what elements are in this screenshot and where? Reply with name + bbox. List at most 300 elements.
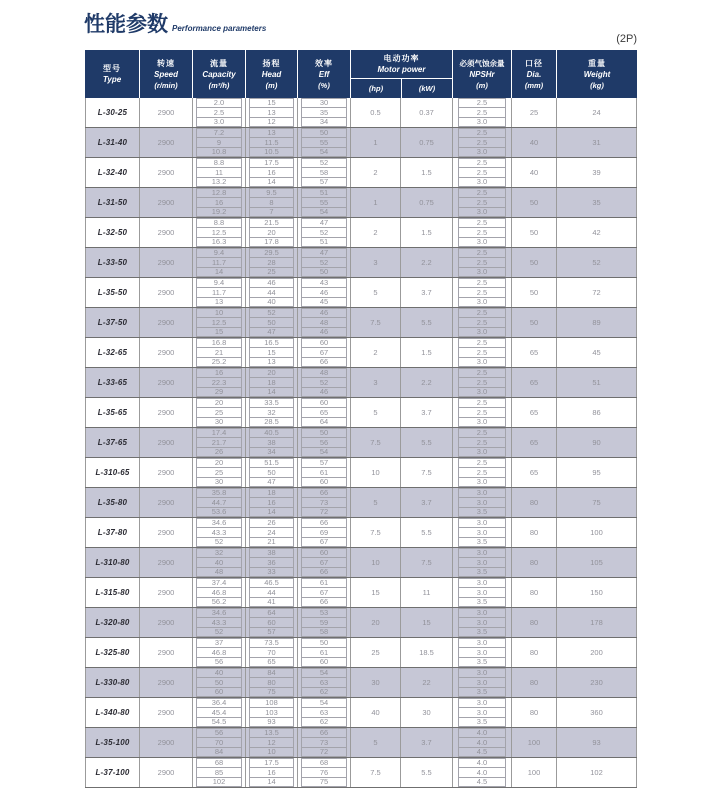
speed-value: 2900	[157, 228, 175, 237]
sub-value: 22.3	[196, 377, 242, 387]
head-values	[246, 188, 298, 217]
sub-value: 40	[249, 297, 294, 307]
sub-value: 54	[301, 447, 347, 457]
sub-value: 43.3	[196, 617, 242, 627]
hp-value: 2	[373, 168, 378, 177]
sub-value: 67	[301, 557, 347, 567]
sub-value: 30	[196, 477, 242, 487]
sub-value: 60	[301, 338, 347, 348]
sub-value: 8.8	[196, 158, 242, 168]
eff-values	[298, 608, 351, 637]
dia-value: 100	[527, 768, 541, 777]
speed-value: 2900	[157, 618, 175, 627]
speed-value: 2900	[157, 678, 175, 687]
sub-value: 15	[249, 347, 294, 357]
model-name: L-32-50	[97, 228, 128, 237]
sub-value: 72	[301, 507, 347, 517]
weight-value: 51	[592, 378, 601, 387]
hp-value: 5	[373, 288, 378, 297]
dia-value: 50	[529, 258, 539, 267]
capacity-values	[193, 338, 246, 367]
sub-value: 4.0	[458, 758, 506, 768]
dia-value: 65	[529, 348, 539, 357]
model-name: L-31-50	[97, 198, 128, 207]
head-values	[246, 608, 298, 637]
hp-value: 2	[373, 348, 378, 357]
performance-table	[85, 50, 637, 788]
kw-value: 22	[422, 678, 431, 687]
sub-value: 2.5	[458, 368, 506, 378]
sub-value: 11.5	[249, 137, 294, 147]
speed-value: 2900	[157, 318, 175, 327]
eff-values	[298, 218, 351, 247]
table-header	[85, 50, 637, 98]
dia-value: 100	[527, 738, 541, 747]
sub-value: 46.5	[249, 578, 294, 588]
sub-value: 4.0	[458, 767, 506, 777]
sub-value: 2.5	[458, 248, 506, 258]
npshr-values	[453, 158, 512, 187]
sub-value: 3.0	[458, 608, 506, 618]
model-name: L-37-65	[97, 438, 128, 447]
npshr-values	[453, 608, 512, 637]
sub-value: 3.0	[458, 497, 506, 507]
sub-value: 3.0	[458, 557, 506, 567]
sub-value: 3.0	[458, 488, 506, 498]
head-values	[246, 758, 298, 787]
header-npshr: 必须气蚀余量 NPSHr (m)	[453, 50, 512, 98]
hp-value: 7.5	[370, 318, 381, 327]
kw-value: 1.5	[421, 228, 432, 237]
capacity-values	[193, 98, 246, 127]
npshr-values	[453, 338, 512, 367]
model-name: L-31-40	[97, 138, 128, 147]
npshr-values	[453, 428, 512, 457]
sub-value: 2.5	[458, 308, 506, 318]
model-name: L-35-50	[97, 288, 128, 297]
sub-value: 12.8	[196, 188, 242, 198]
model-name: L-315-80	[95, 588, 130, 597]
hp-value: 40	[371, 708, 380, 717]
speed-value: 2900	[157, 198, 175, 207]
dia-value: 65	[529, 438, 539, 447]
sub-value: 3.0	[458, 677, 506, 687]
sub-value: 60	[301, 657, 347, 667]
eff-values	[298, 308, 351, 337]
header-speed: 转速 Speed (r/min)	[140, 50, 193, 98]
sub-value: 53.6	[196, 507, 242, 517]
kw-value: 3.7	[421, 738, 432, 747]
sub-value: 3.0	[458, 447, 506, 457]
sub-value: 2.5	[458, 137, 506, 147]
weight-value: 86	[592, 408, 601, 417]
header-dia: 口径 Dia. (mm)	[512, 50, 557, 98]
sub-value: 12.5	[196, 227, 242, 237]
table-row	[85, 278, 637, 308]
sub-value: 54	[301, 147, 347, 157]
sub-value: 37	[196, 638, 242, 648]
table-row	[85, 728, 637, 758]
hp-value: 5	[373, 408, 378, 417]
sub-value: 44.7	[196, 497, 242, 507]
sub-value: 57	[301, 177, 347, 187]
sub-value: 3.0	[458, 518, 506, 528]
sub-value: 25	[196, 467, 242, 477]
sub-value: 40.5	[249, 428, 294, 438]
capacity-values	[193, 698, 246, 727]
capacity-values	[193, 728, 246, 757]
sub-value: 21.7	[196, 437, 242, 447]
sub-value: 10.8	[196, 147, 242, 157]
sub-value: 3.0	[458, 177, 506, 187]
sub-value: 36.4	[196, 698, 242, 708]
weight-value: 24	[592, 108, 601, 117]
sub-value: 2.5	[458, 218, 506, 228]
hp-value: 0.5	[370, 108, 381, 117]
speed-value: 2900	[157, 378, 175, 387]
speed-value: 2900	[157, 498, 175, 507]
weight-value: 93	[592, 738, 601, 747]
sub-value: 3.0	[458, 417, 506, 427]
weight-value: 72	[592, 288, 601, 297]
table-row	[85, 128, 637, 158]
sub-value: 2.5	[458, 167, 506, 177]
capacity-values	[193, 458, 246, 487]
sub-value: 3.5	[458, 657, 506, 667]
sub-value: 34	[249, 447, 294, 457]
eff-values	[298, 518, 351, 547]
npshr-values	[453, 128, 512, 157]
npshr-values	[453, 218, 512, 247]
header-weight: 重量 Weight (kg)	[583, 58, 611, 90]
sub-value: 28	[249, 257, 294, 267]
sub-value: 16.3	[196, 237, 242, 247]
sub-value: 58	[301, 167, 347, 177]
sub-value: 32	[249, 407, 294, 417]
capacity-values	[193, 548, 246, 577]
sub-value: 14	[249, 507, 294, 517]
weight-value: 150	[590, 588, 603, 597]
dia-value: 25	[529, 108, 539, 117]
model-name: L-35-65	[97, 408, 128, 417]
sub-value: 46	[249, 278, 294, 288]
sub-value: 46	[301, 327, 347, 337]
sub-value: 84	[196, 747, 242, 757]
head-values	[246, 368, 298, 397]
table-row	[85, 428, 637, 458]
sub-value: 38	[249, 437, 294, 447]
npshr-values	[453, 518, 512, 547]
head-values	[246, 128, 298, 157]
sub-value: 17.4	[196, 428, 242, 438]
sub-value: 2.5	[458, 317, 506, 327]
sub-value: 15	[249, 98, 294, 108]
npshr-values	[453, 728, 512, 757]
kw-value: 2.2	[421, 258, 432, 267]
capacity-values	[193, 638, 246, 667]
sub-value: 17.5	[249, 758, 294, 768]
head-values	[246, 278, 298, 307]
hp-value: 5	[373, 738, 378, 747]
hp-value: 10	[371, 558, 380, 567]
sub-value: 3.5	[458, 627, 506, 637]
speed-value: 2900	[157, 648, 175, 657]
sub-value: 19.2	[196, 207, 242, 217]
sub-value: 3.0	[458, 587, 506, 597]
sub-value: 2.5	[458, 98, 506, 108]
head-values	[246, 98, 298, 127]
sub-value: 84	[249, 668, 294, 678]
sub-value: 2.5	[458, 458, 506, 468]
model-name: L-320-80	[95, 618, 130, 627]
sub-value: 58	[301, 627, 347, 637]
capacity-values	[193, 278, 246, 307]
sub-value: 60	[301, 477, 347, 487]
weight-value: 360	[590, 708, 603, 717]
sub-value: 33	[249, 567, 294, 577]
head-values	[246, 668, 298, 697]
sub-value: 2.5	[458, 188, 506, 198]
header-capacity: 流量 Capacity (m³/h)	[193, 50, 246, 98]
capacity-values	[193, 368, 246, 397]
head-values	[246, 308, 298, 337]
hp-value: 25	[371, 648, 380, 657]
head-values	[246, 728, 298, 757]
sub-value: 34.6	[196, 518, 242, 528]
sub-value: 2.5	[458, 278, 506, 288]
sub-value: 11.7	[196, 287, 242, 297]
sub-value: 20	[196, 398, 242, 408]
sub-value: 45	[301, 297, 347, 307]
sub-value: 3.5	[458, 687, 506, 697]
sub-value: 43	[301, 278, 347, 288]
head-values	[246, 218, 298, 247]
sub-value: 69	[301, 527, 347, 537]
dia-value: 80	[529, 588, 539, 597]
sub-value: 2.5	[458, 107, 506, 117]
sub-value: 2.0	[196, 98, 242, 108]
model-name: L-35-100	[95, 738, 130, 747]
sub-value: 56.2	[196, 597, 242, 607]
head-values	[246, 638, 298, 667]
sub-value: 51	[301, 188, 347, 198]
sub-value: 9.5	[249, 188, 294, 198]
sub-value: 75	[301, 777, 347, 787]
npshr-values	[453, 398, 512, 427]
sub-value: 3.0	[458, 357, 506, 367]
weight-value: 89	[592, 318, 601, 327]
capacity-values	[193, 218, 246, 247]
sub-value: 64	[249, 608, 294, 618]
kw-value: 0.75	[419, 198, 434, 207]
hp-value: 20	[371, 618, 380, 627]
kw-value: 7.5	[421, 468, 432, 477]
sub-value: 73.5	[249, 638, 294, 648]
kw-value: 1.5	[421, 348, 432, 357]
sub-value: 2.5	[196, 107, 242, 117]
dia-value: 50	[529, 198, 539, 207]
npshr-values	[453, 278, 512, 307]
sub-value: 38	[249, 548, 294, 558]
sub-value: 13	[249, 128, 294, 138]
capacity-values	[193, 758, 246, 787]
head-values	[246, 458, 298, 487]
header-hp: (hp)	[351, 79, 402, 98]
model-name: L-30-25	[97, 108, 128, 117]
sub-value: 48	[301, 317, 347, 327]
sub-value: 33.5	[249, 398, 294, 408]
eff-values	[298, 728, 351, 757]
npshr-values	[453, 458, 512, 487]
sub-value: 17.8	[249, 237, 294, 247]
capacity-values	[193, 188, 246, 217]
dia-value: 65	[529, 408, 539, 417]
head-values	[246, 338, 298, 367]
weight-value: 95	[592, 468, 601, 477]
kw-value: 0.37	[419, 108, 434, 117]
speed-value: 2900	[157, 438, 175, 447]
sub-value: 44	[249, 587, 294, 597]
sub-value: 2.5	[458, 128, 506, 138]
sub-value: 65	[249, 657, 294, 667]
speed-value: 2900	[157, 288, 175, 297]
header-type: 型号 Type	[85, 50, 140, 98]
sub-value: 29.5	[249, 248, 294, 258]
sub-value: 50	[249, 317, 294, 327]
dia-value: 80	[529, 558, 539, 567]
table-row	[85, 608, 637, 638]
kw-value: 18.5	[419, 648, 434, 657]
hp-value: 1	[373, 198, 378, 207]
sub-value: 4.5	[458, 747, 506, 757]
weight-value: 31	[592, 138, 601, 147]
weight-value: 42	[592, 228, 601, 237]
sub-value: 63	[301, 677, 347, 687]
sub-value: 66	[301, 597, 347, 607]
weight-value: 100	[590, 528, 603, 537]
sub-value: 50	[301, 638, 347, 648]
kw-value: 3.7	[421, 408, 432, 417]
sub-value: 54	[301, 668, 347, 678]
table-row	[85, 188, 637, 218]
capacity-values	[193, 308, 246, 337]
eff-values	[298, 368, 351, 397]
sub-value: 2.5	[458, 347, 506, 357]
table-row	[85, 308, 637, 338]
npshr-values	[453, 758, 512, 787]
sub-value: 16	[249, 497, 294, 507]
hp-value: 1	[373, 138, 378, 147]
table-row	[85, 578, 637, 608]
sub-value: 66	[301, 728, 347, 738]
weight-value: 39	[592, 168, 601, 177]
sub-value: 40	[196, 557, 242, 567]
weight-value: 102	[590, 768, 603, 777]
sub-value: 52	[196, 537, 242, 547]
model-name: L-37-80	[97, 528, 128, 537]
eff-values	[298, 188, 351, 217]
model-name: L-33-65	[97, 378, 128, 387]
weight-value: 52	[592, 258, 601, 267]
npshr-values	[453, 308, 512, 337]
npshr-values	[453, 578, 512, 607]
sub-value: 10.5	[249, 147, 294, 157]
table-row	[85, 98, 637, 128]
speed-value: 2900	[157, 768, 175, 777]
hp-value: 5	[373, 498, 378, 507]
sub-value: 14	[249, 777, 294, 787]
hp-value: 15	[371, 588, 380, 597]
sub-value: 52	[196, 627, 242, 637]
sub-value: 61	[301, 647, 347, 657]
sub-value: 7	[249, 207, 294, 217]
speed-value: 2900	[157, 588, 175, 597]
sub-value: 56	[196, 657, 242, 667]
dia-value: 65	[529, 468, 539, 477]
sub-value: 46	[301, 308, 347, 318]
sub-value: 20	[249, 368, 294, 378]
sub-value: 34.6	[196, 608, 242, 618]
table-row	[85, 518, 637, 548]
capacity-values	[193, 608, 246, 637]
sub-value: 53	[301, 608, 347, 618]
sub-value: 54	[301, 698, 347, 708]
sub-value: 10	[249, 747, 294, 757]
sub-value: 13	[249, 357, 294, 367]
sub-value: 52	[249, 308, 294, 318]
sub-value: 36	[249, 557, 294, 567]
npshr-values	[453, 188, 512, 217]
table-row	[85, 338, 637, 368]
head-values	[246, 548, 298, 577]
sub-value: 3.0	[458, 578, 506, 588]
table-row	[85, 368, 637, 398]
weight-value: 35	[592, 198, 601, 207]
dia-value: 50	[529, 318, 539, 327]
table-row	[85, 668, 637, 698]
head-values	[246, 698, 298, 727]
sub-value: 3.0	[458, 297, 506, 307]
header-motor-power: 电动功率 Motor power (hp) (kW)	[351, 50, 453, 98]
dia-value: 50	[529, 288, 539, 297]
weight-value: 178	[590, 618, 603, 627]
sub-value: 3.0	[458, 387, 506, 397]
model-name: L-33-50	[97, 258, 128, 267]
eff-values	[298, 128, 351, 157]
sub-value: 15	[196, 327, 242, 337]
sub-value: 75	[249, 687, 294, 697]
sub-value: 13	[196, 297, 242, 307]
sub-value: 47	[301, 248, 347, 258]
sub-value: 57	[301, 458, 347, 468]
table-row	[85, 698, 637, 728]
npshr-values	[453, 248, 512, 277]
capacity-values	[193, 578, 246, 607]
sub-value: 25	[196, 407, 242, 417]
sub-value: 60	[301, 398, 347, 408]
kw-value: 0.75	[419, 138, 434, 147]
sub-value: 35	[301, 107, 347, 117]
sub-value: 66	[301, 518, 347, 528]
model-name: L-32-40	[97, 168, 128, 177]
sub-value: 59	[301, 617, 347, 627]
capacity-values	[193, 398, 246, 427]
capacity-values	[193, 518, 246, 547]
sub-value: 3.5	[458, 537, 506, 547]
sub-value: 2.5	[458, 158, 506, 168]
sub-value: 66	[301, 567, 347, 577]
sub-value: 52	[301, 257, 347, 267]
